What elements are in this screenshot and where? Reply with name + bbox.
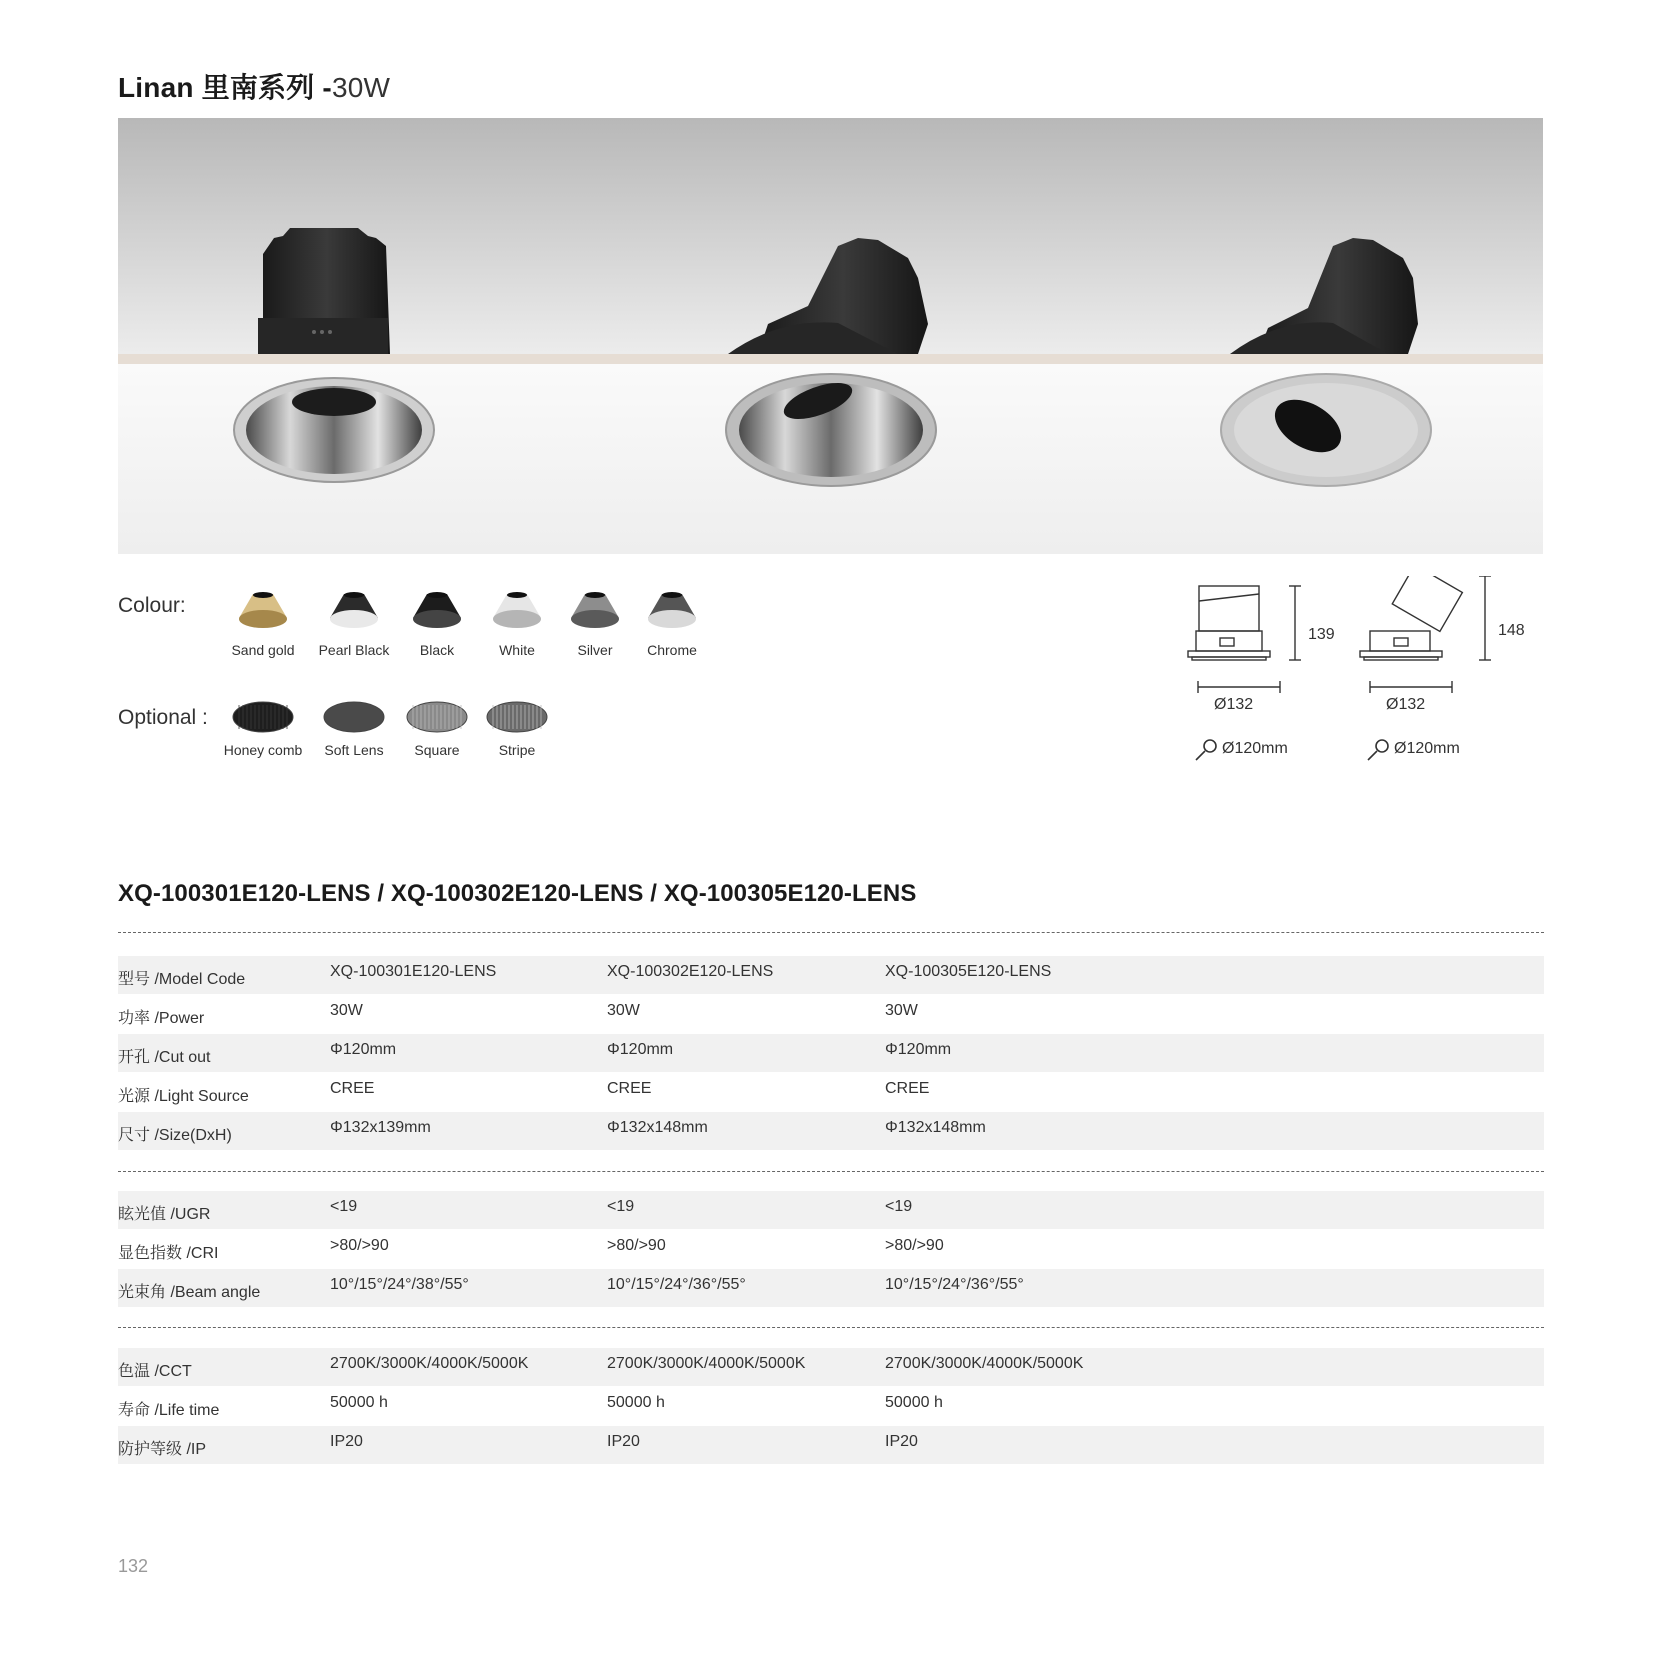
- spec-value: 2700K/3000K/4000K/5000K: [330, 1355, 529, 1372]
- spec-label: 色温 /CCT: [118, 1363, 192, 1380]
- spec-row: [118, 1191, 1544, 1229]
- lens-icon: [485, 700, 549, 734]
- spec-value: 50000 h: [330, 1394, 388, 1411]
- page-title: [118, 66, 390, 106]
- spec-label: 防护等级 /IP: [118, 1441, 207, 1458]
- page-number: 132: [118, 1556, 149, 1576]
- colour-name: Chrome: [647, 642, 697, 658]
- optional-name: Square: [414, 742, 460, 758]
- height-label: 148: [1498, 622, 1525, 639]
- spec-value: <19: [330, 1198, 358, 1215]
- cutout-label: Ø120mm: [1222, 740, 1288, 757]
- spec-value: >80/>90: [607, 1237, 666, 1254]
- spec-value: >80/>90: [885, 1237, 944, 1254]
- optional-name: Soft Lens: [324, 742, 384, 758]
- spec-value: CREE: [885, 1080, 930, 1097]
- spec-value: CREE: [330, 1080, 375, 1097]
- spec-row: [118, 1387, 1544, 1425]
- reflector-icon: [489, 588, 545, 634]
- spec-label: 眩光值 /UGR: [118, 1206, 211, 1223]
- spec-value: IP20: [885, 1433, 918, 1450]
- spec-value: 10°/15°/24°/38°/55°: [330, 1276, 469, 1293]
- reflector-icon: [235, 588, 291, 634]
- swatch-icon: [462, 700, 572, 734]
- dimension-drawings: [1180, 576, 1530, 786]
- spec-row: [118, 956, 1544, 994]
- colour-label: Colour:: [118, 594, 186, 617]
- spec-value: 30W: [607, 1002, 640, 1019]
- hero-product-image: [118, 118, 1543, 554]
- optional-swatch: [462, 700, 572, 758]
- dashed-divider: [118, 932, 1544, 933]
- spec-value: 30W: [885, 1002, 918, 1019]
- spec-value: CREE: [607, 1080, 652, 1097]
- colour-name: Pearl Black: [318, 642, 390, 658]
- spec-value: Φ132x139mm: [330, 1119, 431, 1136]
- swatch-icon: [617, 588, 727, 634]
- spec-label: 功率 /Power: [118, 1010, 205, 1027]
- colour-name: White: [499, 642, 535, 658]
- cutout-tool-icon: [1196, 740, 1216, 760]
- lens-icon: [322, 700, 386, 734]
- downlights-illustration: [118, 118, 1543, 554]
- colour-swatch: [617, 588, 727, 658]
- title-series: Linan 里南系列 -: [118, 72, 332, 103]
- reflector-icon: [567, 588, 623, 634]
- spec-row: [118, 1073, 1544, 1111]
- spec-value: 2700K/3000K/4000K/5000K: [885, 1355, 1084, 1372]
- diameter-label: Ø132: [1214, 696, 1254, 713]
- spec-value: XQ-100301E120-LENS: [330, 963, 497, 980]
- spec-row: [118, 1348, 1544, 1386]
- spec-title: XQ-100301E120-LENS / XQ-100302E120-LENS / XQ-100305E120-LENS: [118, 880, 917, 907]
- optional-name: Honey comb: [223, 742, 303, 758]
- fixed-drawing-icon: [1188, 586, 1301, 693]
- spec-value: >80/>90: [330, 1237, 389, 1254]
- spec-row: [118, 1034, 1544, 1072]
- height-label: 139: [1308, 626, 1335, 643]
- spec-value: XQ-100302E120-LENS: [607, 963, 774, 980]
- reflector-icon: [644, 588, 700, 634]
- spec-row: [118, 1269, 1544, 1307]
- spec-value: <19: [607, 1198, 635, 1215]
- spec-label: 寿命 /Life time: [118, 1402, 220, 1419]
- spec-label: 开孔 /Cut out: [118, 1049, 211, 1066]
- spec-value: <19: [885, 1198, 913, 1215]
- spec-row: [118, 995, 1544, 1033]
- spec-value: XQ-100305E120-LENS: [885, 963, 1052, 980]
- title-wattage: 30W: [331, 72, 391, 103]
- optional-name: Stripe: [498, 742, 536, 758]
- optional-label: Optional :: [118, 706, 208, 729]
- spec-value: IP20: [607, 1433, 640, 1450]
- spec-value: Φ120mm: [330, 1041, 397, 1058]
- spec-value: 10°/15°/24°/36°/55°: [885, 1276, 1024, 1293]
- spec-label: 尺寸 /Size(DxH): [118, 1127, 232, 1144]
- spec-value: 2700K/3000K/4000K/5000K: [607, 1355, 806, 1372]
- spec-row: [118, 1230, 1544, 1268]
- spec-label: 型号 /Model Code: [118, 971, 246, 988]
- cutout-tool-icon: [1368, 740, 1388, 760]
- spec-label: 光束角 /Beam angle: [118, 1284, 261, 1301]
- spec-value: IP20: [330, 1433, 363, 1450]
- spec-value: 50000 h: [607, 1394, 665, 1411]
- spec-value: 50000 h: [885, 1394, 943, 1411]
- spec-row: [118, 1112, 1544, 1150]
- spec-value: Φ132x148mm: [885, 1119, 986, 1136]
- dashed-divider: [118, 1327, 1544, 1328]
- dashed-divider: [118, 1171, 1544, 1172]
- spec-value: Φ120mm: [885, 1041, 952, 1058]
- spec-value: Φ132x148mm: [607, 1119, 708, 1136]
- spec-label: 显色指数 /CRI: [118, 1245, 219, 1262]
- colour-name: Silver: [577, 642, 613, 658]
- spec-value: 10°/15°/24°/36°/55°: [607, 1276, 746, 1293]
- spec-value: 30W: [330, 1002, 363, 1019]
- lens-icon: [231, 700, 295, 734]
- colour-name: Sand gold: [231, 642, 295, 658]
- adjustable-drawing-icon: [1360, 576, 1491, 693]
- spec-value: Φ120mm: [607, 1041, 674, 1058]
- reflector-icon: [409, 588, 465, 634]
- diameter-label: Ø132: [1386, 696, 1426, 713]
- spec-label: 光源 /Light Source: [118, 1088, 249, 1105]
- cutout-label: Ø120mm: [1394, 740, 1460, 757]
- reflector-icon: [326, 588, 382, 634]
- spec-row: [118, 1426, 1544, 1464]
- colour-name: Black: [419, 642, 455, 658]
- lens-icon: [405, 700, 469, 734]
